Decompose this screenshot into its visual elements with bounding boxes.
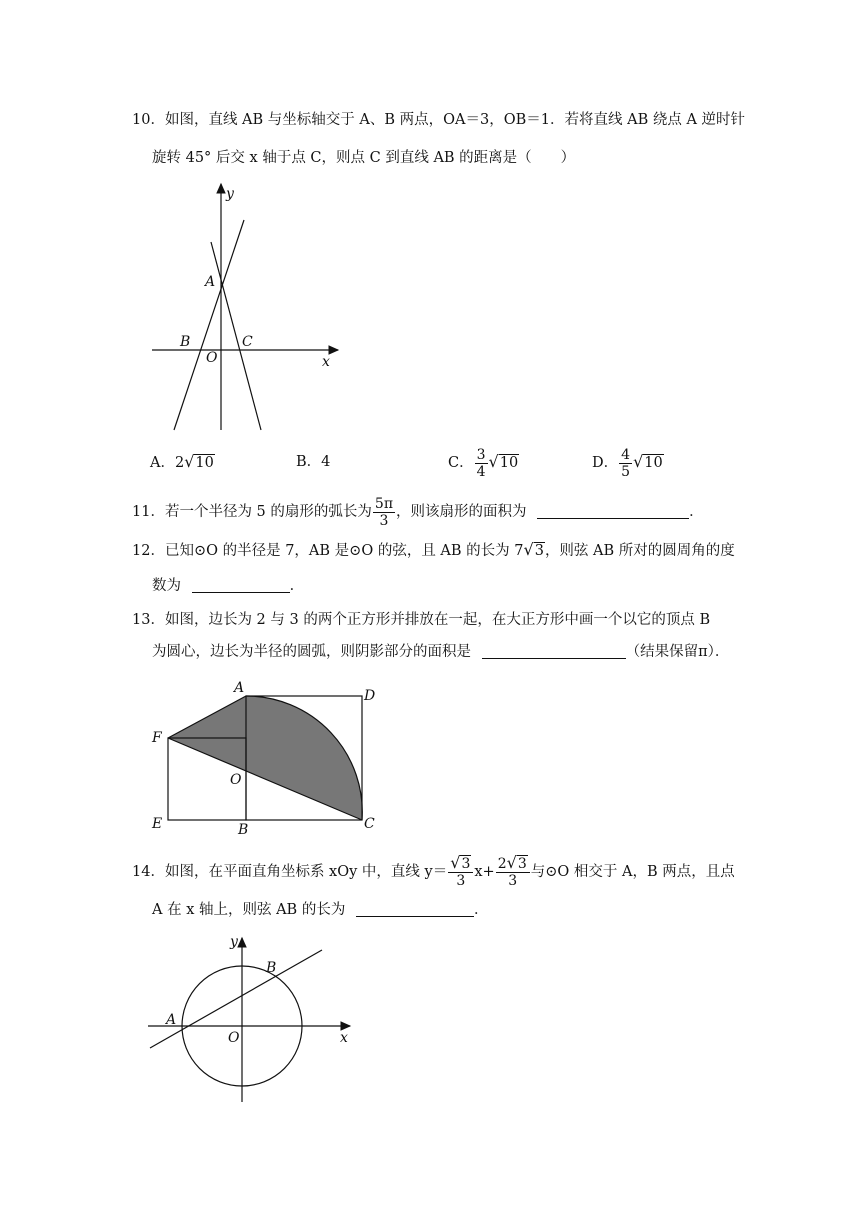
q12-line1: 12．已知⊙O 的半径是 7，AB 是⊙O 的弦，且 AB 的长为 7√3，则弦 AB 所对的圆周角的度 — [132, 540, 735, 559]
q11-answer-blank[interactable] — [537, 504, 689, 519]
q14-label-y: y — [230, 934, 238, 950]
q11-line: 11．若一个半径为 5 的扇形的弧长为 $\frac{5\pi}{3}$ ，则该扇形的面积为 ． — [132, 495, 704, 529]
q10-label-a: A — [205, 274, 216, 290]
q14-label-x: x — [340, 1030, 348, 1046]
q10-line2: 旋转 45° 后交 x 轴于点 C，则点 C 到直线 AB 的距离是（ ） — [152, 150, 576, 166]
q10-option-c[interactable]: C． $\frac{3}{4}$ √10 — [448, 446, 519, 480]
q14-answer-blank[interactable] — [356, 902, 474, 917]
q10-line1 — [132, 110, 745, 130]
q13-label-c: C — [364, 816, 375, 832]
q14-number: 14． — [132, 864, 165, 880]
q13-line1: 13．如图，边长为 2 与 3 的两个正方形并排放在一起，在大正方形中画一个以它的顶点 B — [132, 612, 711, 628]
q10-option-d[interactable]: D． $\frac{4}{5}$ √10 — [592, 446, 663, 480]
q13-number: 13． — [132, 612, 165, 628]
q14-label-a: A — [166, 1012, 177, 1028]
q10-label-y: y — [226, 186, 234, 202]
q14-label-b: B — [266, 960, 277, 976]
q14-line1: 14．如图，在平面直角坐标系 xOy 中，直线 y＝ $\frac{√3}{3}$ x+ $\frac{2√3}{3}$ 与⊙O 相交于 A，B 两点，且点 — [132, 853, 735, 889]
q10-figure — [140, 180, 360, 440]
q13-label-a: A — [234, 680, 245, 696]
q10-label-c: C — [242, 334, 253, 350]
q13-answer-blank[interactable] — [482, 644, 626, 659]
q10-label-o: O — [206, 350, 218, 366]
q13-label-b: B — [238, 822, 249, 838]
q13-label-d: D — [364, 688, 376, 704]
q10-line-ac — [211, 242, 261, 430]
q10-option-a[interactable]: A．2√10 — [150, 452, 214, 471]
q13-label-f: F — [152, 730, 162, 746]
q10-label-b: B — [180, 334, 191, 350]
q13-label-o: O — [230, 772, 242, 788]
q12-answer-blank[interactable] — [192, 578, 290, 593]
q10-text-1: 如图，直线 AB 与坐标轴交于 A、B 两点，OA＝3，OB＝1．若将直线 AB 绕点 A 逆时针 — [164, 112, 746, 128]
q14-label-o: O — [228, 1030, 240, 1046]
q10-label-x: x — [322, 354, 330, 370]
q13-line2: 为圆心，边长为半径的圆弧，则阴影部分的面积是 （结果保留π）． — [152, 644, 730, 660]
q11-number: 11． — [132, 504, 165, 520]
q12-number: 12． — [132, 543, 165, 559]
q14-line2: A 在 x 轴上，则弦 AB 的长为 ． — [152, 902, 489, 918]
q14-figure — [140, 930, 360, 1110]
q13-figure — [146, 676, 386, 846]
q13-shaded-region — [168, 696, 362, 820]
q10-option-b[interactable]: B．4 — [296, 454, 331, 470]
q10-number: 10． — [132, 112, 165, 128]
q13-label-e: E — [152, 816, 163, 832]
q12-line2: 数为 ． — [152, 578, 305, 594]
